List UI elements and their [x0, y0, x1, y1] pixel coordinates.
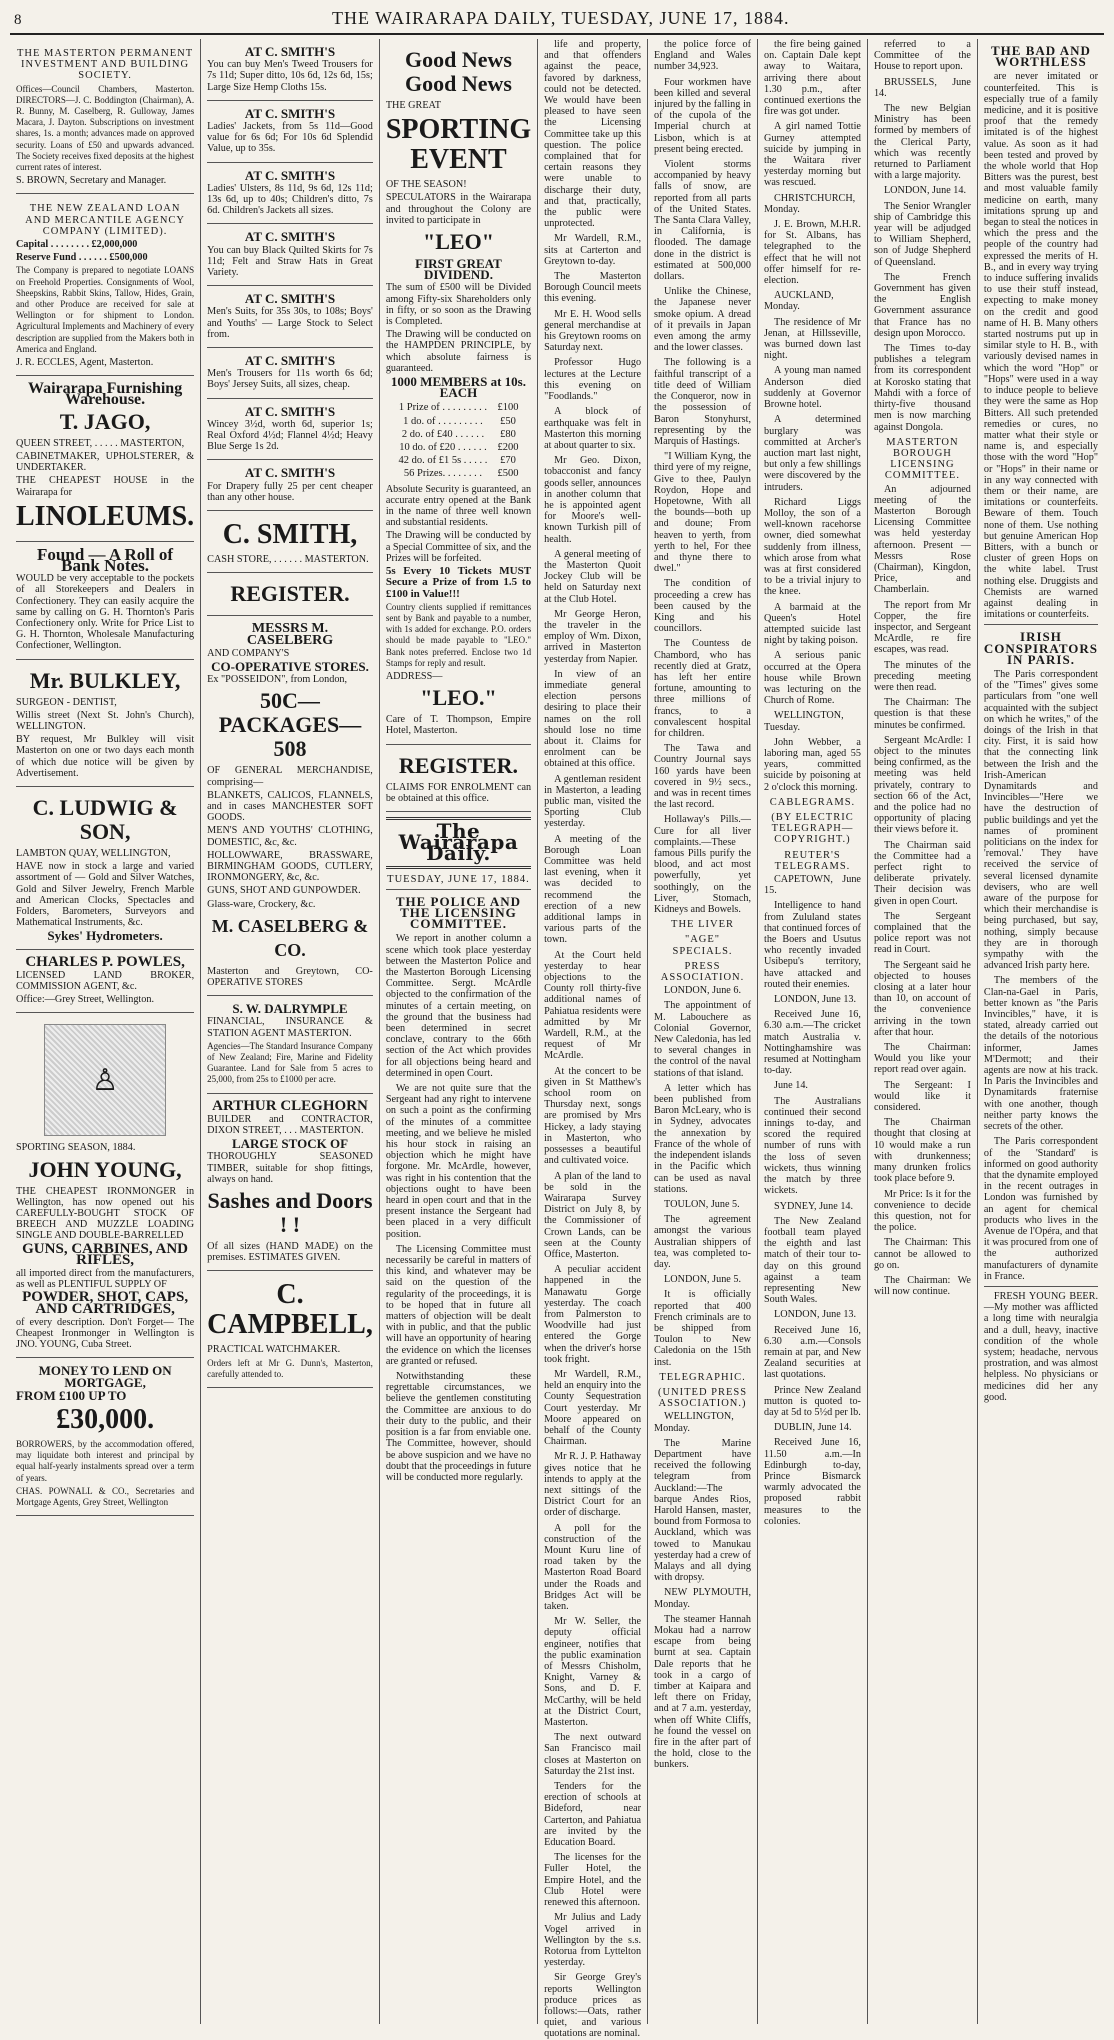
ad-title: MONEY TO LEND ON MORTGAGE,	[38, 1363, 172, 1390]
guns-line: GUNS, SHOT AND GUNPOWDER.	[207, 885, 361, 897]
smith-ad-item	[207, 348, 373, 399]
smith-prefix: AT C. SMITH'S	[244, 229, 336, 245]
news-paragraph: THE LIVER	[671, 919, 734, 931]
news-paragraph: REUTER'S TELEGRAMS.	[774, 849, 851, 872]
ad-address: Masterton and Greytown, CO-OPERATIVE STORES	[207, 965, 373, 988]
ad-trade: CABINETMAKER, UPHOLSTERER, & UNDERTAKER.	[16, 450, 195, 474]
news-paragraph: Received June 16, 6.30 a.m.—The cricket match Australia v. Nottinghamshire was resumed at Nottingham to-day.	[764, 1009, 861, 1077]
news-paragraph: WELLINGTON, Tuesday.	[764, 710, 844, 733]
ad-name: S. W. DALRYMPLE	[232, 1001, 348, 1017]
ad-name: C. CAMPBELL,	[207, 1279, 373, 1341]
powder-heading: POWDER, SHOT, CAPS, AND CARTRIDGES,	[22, 1289, 189, 1317]
smith-ad-item	[207, 39, 373, 101]
news-paragraph: (BY ELECTRIC TELEGRAPH—COPYRIGHT.)	[771, 812, 854, 846]
news-paragraph: PRESS ASSOCIATION.	[660, 960, 745, 984]
news-paragraph: The Sergeant: I would like it considered.	[873, 1079, 971, 1114]
page-number: 8	[14, 12, 22, 28]
ad-title: Good News Good News	[404, 47, 512, 96]
ad-address: Office:—Grey Street, Wellington.	[16, 994, 154, 1006]
news-paragraph: A poll for the construction of the Mount Kuru line of road taken by the Masterton Road Board under the Roads and Bridges Act will be taken.	[544, 1522, 642, 1613]
news-paragraph: The Times to-day publishes a telegram from its correspondent at Korosko stating that Mahdi with a force of thirty-five thousand men is now marching against Dongola.	[873, 343, 971, 433]
ad-address: CASH STORE, . . . . . . MASTERTON.	[207, 554, 369, 566]
smith-prefix: AT C. SMITH'S	[244, 353, 336, 369]
news-paragraph: Mr Geo. Dixon, tobacconist and fancy goods seller, announces in another column that he is appointed agent for Moore's well-known Turkish pill of health.	[544, 455, 642, 545]
prize-row	[394, 455, 522, 466]
ad-line: THE CHEAPEST HOUSE in the Wairarapa for	[16, 475, 195, 498]
news-paragraph: The Sergeant said he objected to houses closing at a later hour than 10, on account of the convenience arriving in the town after that hour.	[873, 959, 971, 1038]
column-7	[867, 39, 977, 2024]
ad-name: C. SMITH,	[222, 519, 358, 551]
news-paragraph: Received June 16, 6.30 a.m.—Consols remain at par, and New Zealand securities at last quotations.	[764, 1324, 861, 1381]
ad-text: Of all sizes (HAND MADE) on the premises. ESTIMATES GIVEN.	[207, 1241, 373, 1264]
capital: Capital . . . . . . . . £2,000,000	[16, 239, 138, 251]
news-paragraph: The Chairman thought that closing at 10 would make a run with drunkenness; many drunken frolics took place before 9.	[873, 1117, 971, 1185]
news-paragraph: DUBLIN, June 14.	[774, 1422, 852, 1434]
ad-title: Found — A Roll of Bank Notes.	[37, 544, 174, 575]
column-3	[379, 39, 537, 2024]
caselberg-ad	[207, 616, 373, 996]
ad-sub: AND COMPANY'S	[207, 647, 290, 659]
news-paragraph: An adjourned meeting of the Masterton Borough Licensing Committee was held yesterday afternoon. Present —Messrs Rose (Chairman), Kingdon, Price, and Chamberlain.	[873, 483, 971, 596]
ad-text: Absolute Security is guaranteed, an accurate entry opened at the Bank in the name of three well known and substantial residents.	[385, 483, 532, 529]
smith-prefix: AT C. SMITH'S	[244, 44, 336, 59]
news-paragraph: A peculiar accident happened in the Manawatu Gorge yesterday. The coach from Palmerston to Woodville had just entered the Gorge when the driver's horse took fright.	[544, 1264, 642, 1365]
ad-text: WOULD be very acceptable to the pockets of all Storekeepers and Dealers in Confectionery. They can easily acquire the same by calling on G. H. Thornton's Paris Confectionery only. Write for Price List to G. H. Thornton, Wholesale Manufacturing Confectioner, Wellington.	[16, 573, 195, 652]
ad-title: MESSRS M. CASELBERG	[246, 621, 334, 648]
news-paragraph: LONDON, June 14.	[883, 185, 967, 197]
news-paragraph: Mr R. J. P. Hathaway gives notice that he intends to apply at the next sittings of the District Court for an order of discharge.	[544, 1451, 642, 1519]
ad-name: ARTHUR CLEGHORN	[212, 1097, 368, 1114]
news-paragraph: At the concert to be given in St Matthew's school room on Thursday next, songs are promised by Mrs Hickey, a lady staying in Masterton, who possesses a beautiful and cultivated voice.	[544, 1065, 642, 1167]
prize-row	[394, 468, 522, 479]
ad-text: Country clients supplied if remittances sent by Bank and payable to a number, with 1s added for exchange. P.O. orders should be made payable to "LEO." Bank notes preferred. Enclose two 1d Stamps for reply and result.	[385, 601, 532, 668]
prize-value: £500	[497, 468, 519, 480]
news-paragraph: Four workmen have been killed and several injured by the falling in of the cupola of the Imperial church at Lisbon, which is at present being erected.	[654, 76, 751, 155]
smith-text: Men's Suits, for 35s 30s, to 108s; Boys' and Youths' — Large Stock to Select from.	[207, 306, 373, 340]
register-heading: REGISTER.	[398, 752, 519, 778]
news-paragraph: The minutes of the preceding meeting were then read.	[873, 659, 971, 693]
news-paragraph: LONDON, June 6.	[664, 985, 742, 997]
news-paragraph: A plan of the land to be sold in the Wairarapa Survey District on July 8, by the Commissioner of Crown Lands, can be seen at the County Office, Masterton.	[544, 1170, 642, 1260]
news-paragraph: life and property, and that offenders against the peace, favored by darkness, could not be detected. We would have been pleased to have seen the Licensing Committee take up this question. The police complained that for certain reasons they were unable to discharge their duty, and that, practically, the public were unprotected.	[544, 39, 642, 230]
ad-role: BUILDER and CONTRACTOR, DIXON STREET, . . . MASTERTON.	[207, 1113, 373, 1136]
news-paragraph: A meeting of the Borough Loan Committee was held last evening, when it was decided to recommend the erection of a new additional lamps in various parts of the town.	[544, 833, 642, 946]
building-society-ad	[16, 39, 194, 194]
watchmaker-ad	[16, 787, 194, 950]
irish-body	[984, 669, 1098, 1282]
column-8	[977, 39, 1104, 2024]
linoleum-heading: LINOLEUMS.	[16, 500, 195, 532]
news-paragraph: The following is a faithful transcript of a title deed of William the Conqueror, now in the possession of Baron Stonyhurst, representing by the Marquis of Hastings.	[654, 357, 751, 447]
smith-ads	[207, 39, 373, 511]
news-paragraph: CABLEGRAMS.	[769, 796, 856, 808]
news-paragraph: NEW PLYMOUTH, Monday.	[654, 1587, 751, 1610]
news-paragraph: The Chairman: Would you like your report read over again.	[873, 1042, 971, 1076]
smith-prefix: AT C. SMITH'S	[244, 403, 336, 419]
news-paragraph: Intelligence to hand from Zululand states that continued forces of the Boers and Usutus who recently invaded Usibepu's territory, have attacked and routed their enemies.	[764, 900, 861, 990]
prize-label: 10 do. of £20 . . . . . .	[399, 442, 487, 454]
article-paragraph: The Licensing Committee must necessarily be careful in matters of this kind, and whatever may be said on the question of the regularity of the proceedings, it is to be hoped that in future all matters of objection will be dealt with in public, and that the public will have an opportunity of hearing the evidence on which the licenses are granted or refused.	[385, 1243, 532, 1367]
campbell-ad	[207, 1271, 373, 1388]
news-paragraph: Mr George Heron, the traveler in the employ of Wm. Dixon, arrived in Masterton yesterday from Napier.	[544, 608, 642, 665]
column-4	[537, 39, 647, 2040]
news-paragraph: Sir George Grey's reports Wellington produce prices as follows:—Oats, rather quiet, and various quotations are nominal.	[544, 1972, 642, 2040]
news-paragraph: A block of earthquake was felt in Masterton this morning at about quarter to six.	[544, 406, 642, 451]
news-paragraph: The appointment of M. Labouchere as Colonial Governor, New Caledonia, has led to several changes in the control of the naval stations of that island.	[654, 1000, 751, 1079]
ad-text: BY request, Mr Bulkley will visit Masterton on one or two days each month of which due notice will be given by Advertisement.	[16, 734, 195, 779]
members-heading: 1000 MEMBERS at 10s. EACH	[390, 374, 526, 401]
stock-heading: LARGE STOCK OF	[231, 1136, 349, 1152]
news-paragraph: "AGE" SPECIALS.	[672, 934, 733, 957]
irish-paragraph: The Paris correspondent of the 'Standard' is informed on good authority that the dynamite employed in the recent outrages in London was furnished by an agent for chemical products who lives in the Avenue de l'Opéra, and that it was procured from one of the authorized manufacturers of dynamite in France.	[983, 1136, 1098, 1282]
ad-text: Offices—Council Chambers, Masterton. DIRECTORS—J. C. Boddington (Chairman), A. R. Bunny, M. Caselberg, R. Gulloway, James Macara, J. Dayton. Subscriptions on investment shares, 1s. a month; advances made on approved security. Loans of £50 and upwards advanced. The Society receives fixed deposits at the highest current rates of interest.	[16, 83, 195, 173]
news-paragraph: Mr Wardell, R.M., held an enquiry into the County Sequestration Court yesterday. Mr Moore appeared on behalf of the County Chairman.	[544, 1368, 642, 1448]
smith-text: You can buy Black Quilted Skirts for 7s 11d; Felt and Straw Hats in Great Variety.	[207, 244, 373, 279]
news-paragraph: The steamer Hannah Mokau had a narrow escape from being burnt at sea. Captain Dale reports that he took in a cargo of timber at Kaipara and left there on Friday, and at 7 a.m. yesterday, when off White Cliffs, he found the vessel on fire in the after part of the hold, close to the bunkers.	[654, 1613, 751, 1771]
news-paragraph: BRUSSELS, June 14.	[873, 76, 971, 99]
money-amount: £30,000.	[56, 1404, 155, 1436]
found-notes-ad	[16, 542, 194, 660]
news-paragraph: John Webber, a laboring man, aged 55 years, committed suicide by poisoning at 2 o'clock this morning.	[764, 736, 861, 793]
news-paragraph: A letter which has been published from Baron McLeary, who is in Sydney, advocates the annexation by France of the whole of the independent islands in the Pacific which can be used as naval stations.	[654, 1082, 751, 1195]
guns-heading: GUNS, CARBINES, AND RIFLES,	[22, 1240, 189, 1268]
news-paragraph: referred to a Committee of the House to report upon.	[873, 39, 971, 73]
local-news	[544, 39, 641, 2040]
smith-text: Ladies' Jackets, from 5s 11d—Good value for 6s 6d; For 10s 6d Splendid Value, up to 35s.	[207, 121, 373, 155]
ad-text: THOROUGHLY SEASONED TIMBER, suitable for shop fittings, always on hand.	[207, 1151, 373, 1185]
smith-text: Wincey 3½d, worth 6d, superior 1s; Real Oxford 4½d; Flannel 4½d; Heavy Blue Serge 1s 2d.	[207, 418, 373, 453]
news-paragraph: The New Zealand football team played the eighth and last match of their tour to-day on this ground against a team representing New South Wales.	[764, 1215, 861, 1306]
news-paragraph: (UNITED PRESS ASSOCIATION.)	[657, 1386, 748, 1410]
hollowware-line: HOLLOWWARE, BRASSWARE, BIRMINGHAM GOODS, CUTLERY, IRONMONGERY, &c, &c.	[207, 849, 373, 884]
prize-label: 42 do. of £1 5s . . . . .	[398, 455, 488, 467]
telegraph-column	[764, 39, 861, 1527]
news-paragraph: The Chairman: The question is that these minutes be confirmed.	[873, 697, 971, 731]
smith-ad-item	[207, 399, 373, 461]
article-paragraph: We are not quite sure that the Sergeant had any right to intervene on such a point as the confirming of the minutes of a committee meeting, and we believe he misled his hour stock in raising an objection which he might have forgone. Mr. McArdle, however, was right in his contention that the objections ought to have been heard in open court and that in the present instance the Sergeant had been placed in a very difficult position.	[385, 1083, 532, 1240]
news-paragraph: TELEGRAPHIC.	[659, 1371, 746, 1383]
column-2	[200, 39, 379, 2024]
ad-role: FINANCIAL, INSURANCE & STATION AGENT MASTERTON.	[207, 1016, 373, 1039]
news-paragraph: Mr W. Seller, the deputy official engineer, notifies that the public examination of Messrs Chisholm, Knight, Varney & Sons, and D. F. McCarthy, will be held at the District Court, Masterton.	[544, 1616, 642, 1729]
season-line: OF THE SEASON!	[385, 179, 467, 191]
ad-address: Willis street (Next St. John's Church), WELLINGTON.	[16, 709, 195, 732]
news-paragraph: The next outward San Francisco mail closes at Masterton on Saturday the 21st inst.	[544, 1732, 642, 1777]
news-paragraph: TOULON, June 5.	[664, 1198, 740, 1210]
ad-sign: S. BROWN, Secretary and Manager.	[16, 175, 167, 187]
prize-value: £100	[497, 402, 519, 414]
irish-title: IRISH CONSPIRATORS IN PARIS.	[983, 629, 1099, 667]
ad-address: LAMBTON QUAY, WELLINGTON,	[16, 847, 171, 859]
ad-name: CHARLES P. POWLES,	[25, 953, 185, 970]
ad-text: of every description. Don't Forget— The Cheapest Ironmonger in Wellington is JNO. YOUNG, Cuba Street.	[16, 1316, 195, 1351]
ad-role: SURGEON - DENTIST,	[16, 696, 117, 708]
news-paragraph: The Senior Wrangler ship of Cambridge this year will be adjudged to William Shepherd, son of Judge Shepherd of Queensland.	[873, 200, 971, 268]
season: SPORTING SEASON, 1884.	[16, 1142, 136, 1154]
news-paragraph: MASTERTON BOROUGH LICENSING COMMITTEE.	[884, 436, 960, 482]
news-paragraph: The Chairman said the Committee had a perfect right to deliberate privately. Their decision was given in open Court.	[873, 839, 971, 907]
news-paragraph: Prince New Zealand mutton is quoted to-day at 5d to 5½d per lb.	[764, 1384, 861, 1418]
column-5	[647, 39, 757, 2024]
paper-nameplate: The Wairarapa Daily.	[398, 818, 519, 866]
news-paragraph: A determined burglary was committed at Archer's auction mart last night, but only a few shillings were discovered by the intruders.	[764, 414, 861, 493]
ad-sign: CHAS. POWNALL & CO., Secretaries and Mortgage Agents, Grey Street, Wellington	[16, 1485, 195, 1508]
news-paragraph: The Tawa and Country Journal says 160 yards have been covered in 9½ secs., and was in recent times the last record.	[654, 743, 751, 811]
article-body	[386, 933, 531, 1483]
ticket-line: 5s Every 10 Tickets MUST Secure a Prize of from 1.5 to £100 in Value!!!	[385, 565, 532, 600]
ad-title: THE NEW ZEALAND LOAN AND MERCANTILE AGENCY COMPANY (LIMITED).	[25, 203, 185, 237]
address-label: ADDRESS—	[385, 670, 443, 682]
news-paragraph: AUCKLAND, Monday.	[764, 290, 834, 313]
reserve-fund: Reserve Fund . . . . . . £500,000	[16, 252, 148, 264]
news-paragraph: The Countess de Chambord, who has recently died at Gratz, has left her entire fortune, amounting to three millions of francs, to a convalescent hospital for children.	[654, 638, 751, 739]
news-paragraph: The French Government has given the English Government assurance that France has no design upon Morocco.	[873, 271, 971, 339]
news-paragraph: The Chairman: This cannot be allowed to go on.	[873, 1237, 971, 1271]
prize-label: 1 Prize of . . . . . . . . .	[398, 402, 487, 414]
ad-role: LICENSED LAND BROKER, COMMISSION AGENT, &c.	[16, 969, 195, 992]
ad-text: The sum of £500 will be Divided among Fifty-six Shareholders only in fifty, or so soon as the Drawing is Completed.	[385, 282, 532, 328]
register-ad	[207, 573, 373, 616]
prize-value: £50	[500, 415, 516, 427]
ad-role: PRACTICAL WATCHMAKER.	[207, 1344, 341, 1356]
ad-text: THE CHEAPEST IRONMONGER in Wellington, has now opened out his CAREFULLY-BOUGHT STOCK OF BREECH AND MUZZLE LOADING SINGLE AND DOUBLE-BARRELLED	[16, 1185, 195, 1242]
sporting-heading: SPORTING EVENT	[385, 114, 532, 176]
smith-ad-item	[207, 286, 373, 348]
ad-name: C. LUDWIG & SON,	[32, 794, 178, 844]
general-line: OF GENERAL MERCHANDISE, comprising—	[207, 765, 373, 788]
news-paragraph: Mr Price: Is it for the convenience to decide this question, not for the police.	[873, 1188, 971, 1234]
leo-care: Care of T. Thompson, Empire Hotel, Masterton.	[385, 714, 532, 737]
news-paragraph: The residence of Mr Jenan, at Hillsseville, was burned down last night.	[764, 316, 861, 362]
prize-row	[394, 416, 522, 427]
smith-ad-item	[207, 460, 373, 511]
hop-bitters-title: THE BAD AND WORTHLESS	[991, 43, 1091, 70]
register-ad-2	[386, 745, 531, 812]
smith-text: For Drapery fully 25 per cent cheaper than any other house.	[207, 480, 373, 503]
prize-table	[392, 400, 524, 481]
news-paragraph: Mr Wardell, R.M., sits at Carterton and Greytown to-day.	[544, 233, 642, 267]
news-paragraph: WELLINGTON, Monday.	[654, 1411, 734, 1434]
leo-name: "LEO"	[423, 229, 494, 255]
coop-heading: CO-OPERATIVE STORES.	[211, 658, 369, 674]
ad-title: Wairarapa Furnishing Warehouse.	[27, 380, 183, 409]
smith-ad-item	[207, 101, 373, 163]
irish-paragraph: The members of the Clan-na-Gael in Paris, better known as "the Paris Invincibles," have, it is stated, already carried out the details of the notorious informer, James M'Dermott; and their agents are now at his track. In Paris the Invincibles and Dynamitards fraternise with one another, though neither party knows the secrets of the other.	[983, 975, 1098, 1133]
news-paragraph: A girl named Tottie Gurney attempted suicide by jumping in the Waitara river yesterday morning but was rescued.	[764, 121, 861, 189]
smith-text: Men's Trousers for 11s worth 6s 6d; Boys' Jersey Suits, all sizes, cheap.	[207, 368, 373, 391]
news-paragraph: The Masterton Borough Council meets this evening.	[544, 271, 642, 305]
news-paragraph: "I William Kyng, the third yere of my reigne, Give to thee, Paulyn Roydon, Hope and Hopetowne, With all the bounds—both up and doune; From heaven to yerth, from yerth to hel, For thee and thyne there to dwel."	[654, 451, 751, 575]
news-paragraph: LONDON, June 13.	[774, 1309, 857, 1321]
news-paragraph: CHRISTCHURCH, Monday.	[764, 192, 856, 215]
news-paragraph: The report from Mr Copper, the fire inspector, and Sergeant McArdle, re fire escapes, was read.	[873, 599, 971, 656]
smith-sign	[207, 511, 373, 573]
dentist-ad	[16, 660, 194, 787]
news-paragraph: CAPETOWN, June 15.	[764, 874, 861, 897]
prize-value: £200	[497, 442, 519, 454]
sportsman-engraving-icon: ♙	[44, 1024, 166, 1136]
ship-line: Ex "POSSEIDON", from London,	[207, 674, 348, 686]
ad-text: Orders left at Mr G. Dunn's, Masterton, carefully attended to.	[207, 1357, 373, 1379]
ad-sign: J. R. ECCLES, Agent, Masterton.	[16, 357, 154, 369]
ad-text: The Drawing will be conducted on the HAMPDEN PRINCIPLE, by which absolute fairness is guaranteed.	[385, 329, 532, 374]
leo-signature: "LEO."	[420, 685, 497, 711]
ironmonger-ad	[16, 1013, 194, 1358]
loan-agency-ad	[16, 194, 194, 376]
prize-row	[394, 429, 522, 440]
cleghorn-ad	[207, 1094, 373, 1272]
smith-prefix: AT C. SMITH'S	[244, 465, 336, 481]
mortgage-ad	[16, 1358, 194, 1516]
ad-text: HAVE now in stock a large and varied assortment of — Gold and Silver Watches, Gold and Silver Jewelry, French Marble and American Clocks, Spectacles and Folders, Barometers, Surveyors and Mathematical Instruments, &c.	[16, 861, 195, 929]
dalrymple-ad	[207, 996, 373, 1093]
column-6	[757, 39, 867, 2024]
article-paragraph: We report in another column a scene which took place yesterday between the Masterton Police and the Masterton Borough Licensing Committee. Sergt. McArdle objected to the confirmation of the minutes of a certain meeting, on the ground that the business had been determined in secret conclave, contrary to the 66th section of the Act which provides for all objections being heard and determined in open Court.	[385, 933, 532, 1079]
news-paragraph: A gentleman resident in Masterton, a leading public man, visited the Sporting Club yesterday.	[544, 773, 642, 830]
news-paragraph: The Australians continued their second innings to-day, and scored the required number of runs with the loss of seven wickets, thus winning the match by three wickets.	[764, 1095, 861, 1197]
smith-prefix: AT C. SMITH'S	[244, 291, 336, 307]
prize-value: £70	[500, 455, 516, 467]
ad-text: BORROWERS, by the accommodation offered, may liquidate both interest and principal by equal half-yearly instalments spread over a term of years.	[16, 1439, 195, 1483]
news-paragraph: LONDON, June 5.	[664, 1274, 742, 1286]
ad-text: Agencies—The Standard Insurance Company of New Zealand; Fire, Marine and Fidelity Guarantee. Land for Sale from 5 acres to 25,000, from 25s to £1000 per acre.	[207, 1040, 373, 1085]
prize-row	[394, 442, 522, 453]
news-paragraph: At the Court held yesterday to hear objections to the County roll thirty-five additional names of Pahiatua residents were admitted by Mr Wardell, R.M., at the request of Mr McArdle.	[544, 949, 642, 1062]
news-paragraph: the fire being gained on. Captain Dale kept away to Waitara, arriving there about 1.30 p.m., after continued exertions the fire was got under.	[764, 39, 861, 118]
news-column	[654, 39, 751, 1771]
sykes-heading: Sykes' Hydrometers.	[47, 928, 163, 944]
news-paragraph: Professor Hugo lectures at the Lecture this evening on "Foodlands."	[544, 357, 642, 403]
news-paragraph: SYDNEY, June 14.	[774, 1200, 854, 1212]
article-paragraph: Notwithstanding these regrettable circumstances, we believe the gentlemen constituting the Committee are anxious to do their duty to the public, and their position is a far from enviable one. The Committee, however, should be above suspicion and we have no doubt that the proceedings in future will be conducted more regularly.	[385, 1371, 532, 1483]
news-paragraph: Sergeant McArdle: I object to the minutes being confirmed, as the meeting was held privately, contrary to section 66 of the Act, and the police had no opportunity of placing their views before it.	[873, 734, 971, 836]
news-paragraph: the police force of England and Wales number 34,923.	[654, 39, 751, 73]
article-title: THE POLICE AND THE LICENSING COMMITTEE.	[395, 893, 522, 932]
prize-value: £80	[500, 428, 516, 440]
ad-text: CLAIMS FOR ENROLMENT can be obtained at this office.	[385, 781, 532, 804]
news-paragraph: A young man named Anderson died suddenly at Governor Browne hotel.	[764, 365, 861, 411]
ad-text: all imported direct from the manufacturers, as well as PLENTIFUL SUPPLY OF	[16, 1268, 195, 1291]
ad-name: JOHN YOUNG,	[28, 1156, 182, 1182]
smith-ad-item	[207, 224, 373, 286]
dividend-heading: FIRST GREAT DIVIDEND.	[415, 256, 502, 283]
news-paragraph: Mr E. H. Wood sells general merchandise at his Greytown rooms on Saturday next.	[544, 308, 642, 354]
smith-ad-item	[207, 163, 373, 225]
blankets-line: BLANKETS, CALICOS, FLANNELS, and in cases MANCHESTER SOFT GOODS.	[207, 789, 373, 824]
issue-date: TUESDAY, JUNE 17, 1884.	[387, 873, 530, 885]
column-1	[10, 39, 200, 2024]
smith-text: Ladies' Ulsters, 8s 11d, 9s 6d, 12s 11d; 13s 6d, up to 40s; Children's ditto, 7s 6d. Children's Jackets all sizes.	[207, 182, 373, 217]
cable-column	[874, 39, 971, 1297]
newspaper-title: THE WAIRARAPA DAILY, TUESDAY, JUNE 17, 1884.	[331, 8, 790, 28]
news-paragraph: June 14.	[774, 1080, 808, 1092]
sashes-heading: Sashes and Doors ! !	[207, 1188, 373, 1237]
news-paragraph: A serious panic occurred at the Opera house while Brown was lecturing on the Church of Rome.	[764, 650, 861, 707]
hop-bitters-text: are never imitated or counterfeited. This is especially true of a family medicine, and it is positive proof that the remedy imitated is of the highest value. As soon as it had been tested and proved by the whole world that Hop Bitters was the purest, best and most valuable family medicine on earth, many imitations sprung up and began to steal the notices in which the press and the people of the country had expressed the merits of H. B., and in every way trying to induce suffering invalids to use their stuff instead, expecting to make money on the credit and good name of H. B. Many others started nostrums put up in similar style to H. B., with variously devised names in which the word "Hop" or "Hops" were used in a way to induce people to believe they were the same as Hop Bitters. All such pretended remedies or cures, no matter what their style or name is, and especially those with the word "Hop" or "Hops" in their name or in any way connected with them or their name, are imitations or counterfeits. Beware of them. Touch none of them. Use nothing but genuine American Hop Bitters, with a bunch or cluster of green Hops on the white label. Trust nothing else. Druggists and Chemists are warned against dealing in imitations or counterfeits.	[983, 71, 1098, 621]
news-paragraph: The Sergeant complained that the police report was not read in Court.	[873, 910, 971, 956]
news-paragraph: J. E. Brown, M.H.R. for St. Albans, has telegraphed to the effect that he will not offer himself for re-election.	[764, 219, 861, 287]
fresh-young-beer: FRESH YOUNG BEER.—My mother was afflicted a long time with neuralgia and a dull, heavy, inactive condition of the whole system; headache, nervous prostration, and was almost helpless. No physicians or medicines did her any good.	[983, 1290, 1098, 1403]
ad-sub: THE GREAT	[385, 100, 442, 111]
news-paragraph: Received June 16, 11.50 a.m.—In Edinburgh to-day, Prince Bismarck warmly advocated the proposed rabbit measures to the colonies.	[764, 1437, 861, 1527]
smith-text: You can buy Men's Tweed Trousers for 7s 11d; Super ditto, 10s 6d, 12s 6d, 15s; Large Size Hemp Cloths 15s.	[207, 59, 373, 93]
news-paragraph: It is officially reported that 400 French criminals are to be shipped from Toulon to New Caledonia on the 15th inst.	[654, 1289, 751, 1368]
news-paragraph: The licenses for the Fuller Hotel, the Empire Hotel, and the Club Hotel were renewed this afternoon.	[544, 1852, 642, 1909]
packages-heading: 50C—PACKAGES—508	[218, 688, 362, 762]
news-paragraph: Richard Liggs Molloy, the son of a well-known racehorse owner, died somewhat suddenly from illness, which arose from what was at first considered to be a trivial injury to the knee.	[764, 496, 861, 598]
register-heading: REGISTER.	[230, 581, 350, 607]
ad-range: FROM £100 UP TO	[16, 1387, 127, 1403]
land-broker-ad	[16, 950, 194, 1014]
ad-name: Mr. BULKLEY,	[29, 667, 181, 693]
clothing-line: MEN'S AND YOUTHS' CLOTHING, DOMESTIC, &c, &c.	[207, 825, 373, 848]
ad-title: THE MASTERTON PERMANENT INVESTMENT AND BUILDING SOCIETY.	[16, 48, 194, 82]
ad-address: QUEEN STREET, . . . . . MASTERTON,	[16, 437, 185, 449]
news-paragraph: In view of an immediate general election persons desiring to place their names on the roll should lose no time about it. Claims for enrolment can be obtained at this office.	[544, 668, 642, 770]
news-paragraph: The Chairman: We will now continue.	[873, 1274, 971, 1298]
irish-paragraph: The Paris correspondent of the "Times" gives some particulars from "one well acquainted with the subject on which he writes," of the doings of the Irish in that city. First, it is said how that the connecting link between the Irish and the Irish-American Dynamitards and Invincibles—"Here we have the destruction of public buildings and yet the names of prominent politicians on the index for 'removal.' They have received the service of several licensed dynamite devisers, who are well aware of the purpose for which their merchandise is being purchased, but say, nothing, simply because they are in thorough sympathy with the advanced Irish party here.	[983, 668, 1098, 972]
masthead	[10, 8, 1104, 35]
prize-row	[394, 402, 522, 413]
news-paragraph: Violent storms accompanied by heavy falls of snow, are reported from all parts of the United States. The Santa Clara Valley, in California, is flooded. The damage done in the district is estimated at 500,000 dollars.	[654, 159, 751, 283]
news-paragraph: A general meeting of the Masterton Quoit Jockey Club will be held on Saturday next at the Club Hotel.	[544, 548, 642, 605]
news-paragraph: Unlike the Chinese, the Japanese never smoke opium. A dread of it prevails in Japan even among the army and the lower classes.	[654, 286, 751, 354]
furnishing-ad	[16, 376, 194, 541]
news-paragraph: The Marine Department have received the following telegram from Auckland:—The barque Andes Rios, Harold Hansen, master, bound from Formosa to Auckland, which was towed to Manukau yesterday had a crew of Malays and all dying with dropsy.	[654, 1437, 751, 1584]
news-paragraph: LONDON, June 13.	[774, 994, 857, 1006]
ad-name: M. CASELBERG & CO.	[211, 915, 369, 960]
smith-prefix: AT C. SMITH'S	[244, 167, 336, 183]
ad-text: SPECULATORS in the Wairarapa and throughout the Colony are invited to participate in	[385, 192, 532, 226]
news-paragraph: The new Belgian Ministry has been formed by members of the Clerical Party, which was recently returned to Parliament with a large majority.	[873, 103, 971, 182]
prize-label: 56 Prizes. . . . . . . .	[403, 468, 483, 480]
prize-label: 2 do. of £40 . . . . . .	[401, 428, 485, 440]
news-paragraph: Mr Julius and Lady Vogel arrived in Wellington by the s.s. Rotorua from Lyttelton yesterday.	[544, 1912, 642, 1969]
glass-line: Glass-ware, Crockery, &c.	[207, 898, 316, 910]
news-paragraph: Hollaway's Pills.—Cure for all liver complaints.—These famous Pills purify the blood, and act most powerfully, yet soothingly, on the Liver, Stomach, Kidneys and Bowels.	[654, 814, 751, 916]
ad-text: The Drawing will be conducted by a Special Committee of six, and the Prizes will be forfeited.	[385, 530, 532, 564]
news-paragraph: The condition of proceeding a crew has been caused by the King and his councillors.	[654, 578, 751, 635]
smith-prefix: AT C. SMITH'S	[244, 105, 336, 121]
news-paragraph: Tenders for the erection of schools at Bideford, near Carterton, and Pahiatua are invited by the Education Board.	[544, 1781, 642, 1849]
ad-name: T. JAGO,	[59, 408, 151, 434]
news-paragraph: A barmaid at the Queen's Hotel attempted suicide last night by taking poison.	[764, 601, 861, 647]
news-paragraph: The agreement amongst the various Australian shippers of tea, was completed to-day.	[654, 1214, 751, 1270]
ad-text: The Company is prepared to negotiate LOANS on Freehold Properties. Consignments of Wool, Sheepskins, Rabbit Skins, Tallow, Hides, Grain, and other Produce are received for sale at Wellington or for shipment to London. Agricultural Implements and Machinery of every description are supplied from the Makers both in America and England.	[16, 265, 195, 354]
leo-sweep-ad	[386, 39, 531, 745]
prize-label: 1 do. of . . . . . . . . .	[403, 415, 483, 427]
